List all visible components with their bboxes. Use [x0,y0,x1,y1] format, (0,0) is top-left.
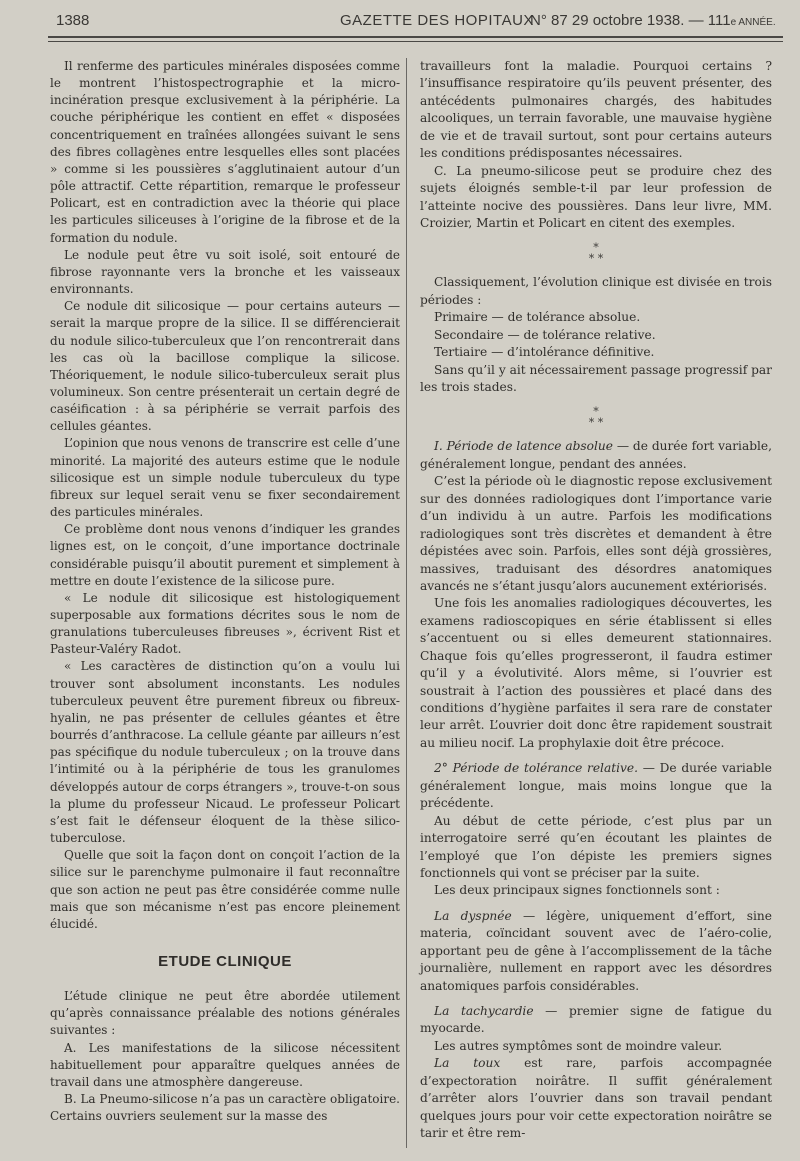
separator-stars: * * [588,252,604,266]
symptom-description: est rare, parfois accompagnée d’expectoration noirâtre. Il suffit généralement d’arrêter alors l’ouvrier dans son travail pendant quelques jours pour voir cette expectoration noirâtre se tarir et être rem- [420,1056,772,1141]
paragraph [420,438,772,473]
list-item: Primaire — de tolérance absolue. [434,310,641,325]
paragraph: Il renferme des particules minérales disposées comme le montrent l’histospectrographie et la micro-incinération presque exclusivement à la périphérie. La couche périphérique les contient en effet « disposées concentriquement en traînées allongées suivant le sens des fibres collagènes entre lesquelles elles sont placées » comme si les poussières s’agglutinaient autour d’un pôle attractif. Cette répartition, remarque le professeur Policart, est en contradiction avec la théorie qui place les particules siliceuses à l’origine de la fibrose et de la formation du nodule. [50,59,400,245]
list-item: Secondaire — de tolérance relative. [434,327,656,342]
separator-star: * [593,405,599,419]
paragraph: Une fois les anomalies radiologiques découvertes, les examens radioscopiques en série établissent si elles s’accentuent ou si elles demeurent stationnaires. Chaque fois qu’elles progresseront, il faudra estimer qu’il y a évolutivité. Alors même, si l’ouvrier est soustrait à l’action des poussières et placé dans des conditions d’hygiène parfaites il sera rare de constater leur arrêt. L’ouvrier doit donc être rapidement soustrait au milieu nocif. La prophylaxie doit être précoce. [420,596,772,750]
paragraph: Les autres symptômes sont de moindre valeur. [434,1038,723,1053]
column-divider [406,58,407,1148]
period-heading: I. Période de latence absolue [434,439,613,454]
paragraph: L’étude clinique ne peut être abordée utilement qu’après connaissance préalable des notions générales suivantes : [50,989,400,1038]
paragraph: Ce problème dont nous venons d’indiquer les grandes lignes est, on le conçoit, d’une importance doctrinale considérable puisqu’il aboutit purement et simplement à mettre en doute l’existence de la silicose pure. [50,522,400,588]
paragraph: Au début de cette période, c’est plus par un interrogatoire serré qu’en écoutant les plaintes de l’employé que l’on dépiste les premiers signes fonctionnels qui vont se préciser par la suite. [420,813,772,880]
journal-title: GAZETTE DES HOPITAUX [340,12,534,29]
page-number: 1388 [56,12,90,29]
symptom-heading: La tachycardie [434,1004,534,1018]
paragraph: Quelle que soit la façon dont on conçoit l’action de la silice sur le parenchyme pulmonaire il faut reconnaître que son action ne peut pas être considérée comme nulle mais que son mécanisme n’est pas encore pleinement élucidé. [50,848,400,931]
paragraph: Classiquement, l’évolution clinique est divisée en trois périodes : [420,275,772,307]
period-description: — De durée variable généralement longue, mais moins longue que la précédente. [420,761,773,811]
paragraph: « Le nodule dit silicosique est histologiquement superposable aux formations décrites sous le nom de granulations tuberculeuses fibreuses », écrivent Rist et Pasteur-Valéry Radot. [50,590,400,657]
paragraph: B. La Pneumo-silicose n’a pas un caractère obligatoire. Certains ouvriers seulement sur la masse des [50,1092,400,1124]
section-title: ETUDE CLINIQUE [158,952,292,970]
issue-date: N° 87 29 octobre 1938. — 111 [530,12,731,29]
paragraph: L’opinion que nous venons de transcrire est celle d’une minorité. La majorité des auteurs estime que le nodule silicosique est un simple nodule tuberculeux du type fibreux sur lequel serait venu se fixer secondairement des particules minérales. [50,436,400,520]
symptom-description: — légère, uniquement d’effort, sine materia, coïncidant souvent avec de l’aéro-colie, apportant peu de gêne à l’accomplissement de la tâche journalière, nullement en rapport avec les désordres anatomiques parfois considérables. [420,908,772,993]
period-description: — de durée fort variable, généralement longue, pendant des années. [420,439,772,471]
symptom-description: — premier signe de fatigue du myocarde. [420,1004,772,1036]
issue-info [530,12,776,29]
symptom-heading: La dyspnée [434,908,512,923]
issue-suffix: e ANNÉE. [730,17,776,28]
separator-star: * [593,241,599,255]
paragraph [420,1055,772,1142]
paragraph: travailleurs font la maladie. Pourquoi certains ? l’insuffisance respiratoire qu’ils peuvent présenter, des antécédents pulmonaires chargés, des habitudes alcooliques, un terrain favorable, une mauvaise hygiène de vie et de travail surtout, sont pour certains auteurs les conditions prédisposantes nécessaires. [420,59,772,161]
symptom-heading: La toux [434,1056,501,1071]
paragraph: Ce nodule dit silicosique — pour certains auteurs — serait la marque propre de la silice. Il se différencierait du nodule silico-tuberculeux que l’on rencontrerait dans les cas où la bacillose complique la silicose. Théoriquement, le nodule silico-tuberculeux serait plus volumineux. Son centre présenterait un certain degré de caséification : à sa périphérie se verrait parfois des cellules géantes. [50,299,400,434]
header-rule-thin [48,41,783,42]
section-separator [420,406,772,428]
paragraph: « Les caractères de distinction qu’on a voulu lui trouver sont absolument inconstants. Les nodules tuberculeux peuvent être purement fibreux ou fibreux-hyalin, ne pas présenter de cellules géantes et être bourrés d’anthracose. La cellule géante par ailleurs n’est pas spécifique du nodule tuberculeux ; on la trouve dans l’intimité ou à la périphérie de tous les granulomes développés autour de corps étrangers », trouve-t-on sous la plume du professeur Nicaud. Le professeur Policart s’est fait le défenseur éloquent de la thèse silico-tuberculose. [50,659,400,846]
header-rule [48,36,783,38]
paragraph: Le nodule peut être vu soit isolé, soit entouré de fibrose rayonnante vers la bronche et les vaisseaux environnants. [50,247,400,297]
section-separator [420,242,772,264]
period-heading: 2° Période de tolérance relative. [434,761,638,776]
separator-stars: * * [588,416,604,430]
paragraph: Les deux principaux signes fonctionnels sont : [434,883,720,898]
running-header [0,8,800,34]
paragraph: Sans qu’il y ait nécessairement passage progressif par les trois stades. [420,362,772,394]
left-column [50,58,400,1125]
right-column [420,58,772,1143]
paragraph [420,908,772,995]
paragraph [420,1003,772,1038]
paragraph: C. La pneumo-silicose peut se produire chez des sujets éloignés semble-t-il par leur profession de l’atteinte nocive des poussières. Dans leur livre, MM. Croizier, Martin et Policart en citent des exemples. [420,163,772,230]
paragraph: A. Les manifestations de la silicose nécessitent habituellement pour apparaître quelques années de travail dans une atmosphère dangereuse. [50,1040,400,1089]
paragraph [420,760,772,812]
paragraph: C’est la période où le diagnostic repose exclusivement sur des données radiologiques dont l’importance varie d’un individu à un autre. Parfois les modifications radiologiques sont très discrètes et demandent à être dépistées avec soin. Parfois, elles sont déjà grossières, massives, traduisant des désordres anatomiques avancés ne s’étant jusqu’alors aucunement extériorisés. [420,474,772,593]
list-item: Tertiaire — d’intolérance définitive. [434,345,655,360]
